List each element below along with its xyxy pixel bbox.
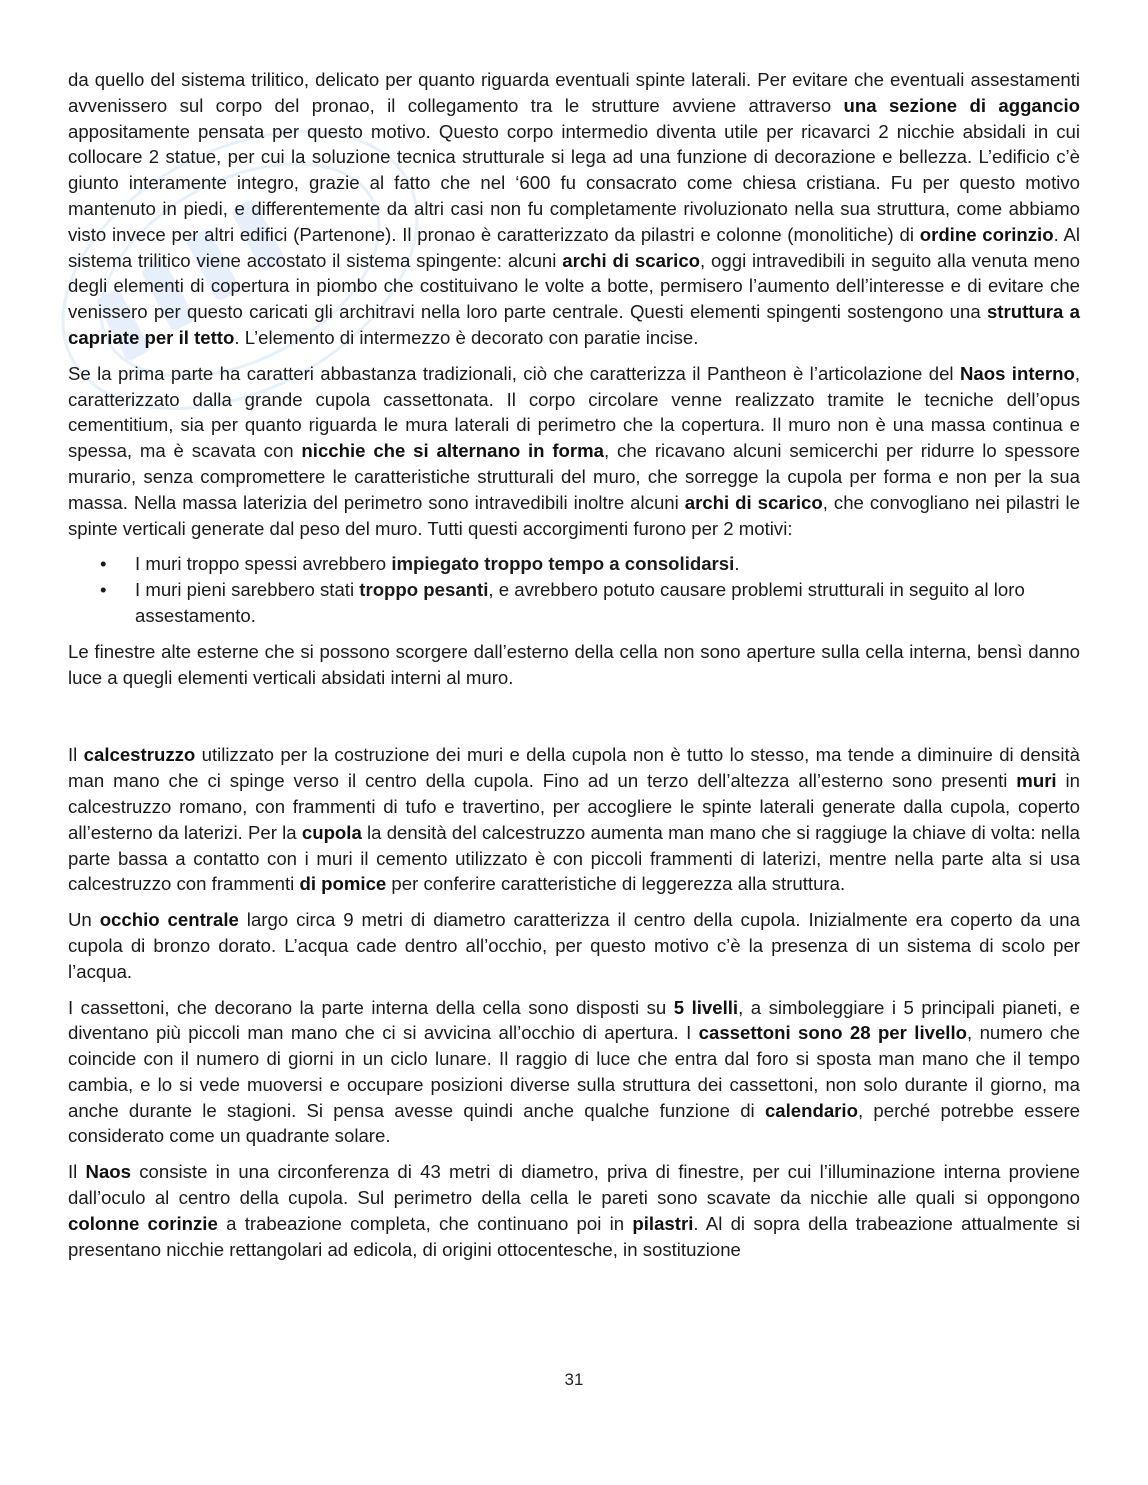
bold-text: ordine corinzio [919,223,1054,245]
text-run: I cassettoni, che decorano la parte interna della cella sono disposti su [68,996,674,1018]
paragraph-group-top [68,67,1080,541]
text-run: per conferire caratteristiche di leggerezza alla struttura. [386,873,846,895]
text-run: Il [68,744,84,766]
bold-text: di pomice [299,873,387,895]
bold-text: 5 livelli [673,996,739,1018]
text-run: consiste in una circonferenza di 43 metri di diametro, priva di finestre, per cui l’illuminazione interna proviene dall’oculo al centro della cupola. Sul perimetro della cella le pareti sono scavate da nicchie alle quali si oppongono [68,1161,1081,1209]
text-run: largo circa 9 metri di diametro caratterizza il centro della cupola. Inizialmente era coperto da una cupola di bronzo dorato. L’acqua cade dentro all’occhio, per questo motivo c’è la presenza di un sistema di scolo per l’acqua. [68,909,1080,982]
paragraph-group-bottom [68,742,1080,1262]
text-run: , caratterizzato dalla grande cupola cassettonata. Il corpo circolare venne realizzato tramite le tecniche dell’opus cementitium, sia per quanto riguarda le mura laterali di perimetro che la copertura. Il muro non è una massa continua e spessa, ma è scavata con [68,362,1080,462]
bold-text: troppo pesanti [359,579,489,601]
text-run: I muri pieni sarebbero stati [135,579,360,601]
text-run: Le finestre alte esterne che si possono scorgere dall’esterno della cella non sono aperture sulla cella interna, bensì danno luce a quegli elementi verticali absidati interni al muro. [68,640,1080,688]
text-run: appositamente pensata per questo motivo. Questo corpo intermedio diventa utile per ricavarci 2 nicchie absidali in cui collocare 2 statue, per cui la soluzione tecnica strutturale si lega ad una funzione di decorazione e bellezza. L’edificio c’è giunto interamente integro, grazie al fatto che nel ‘600 fu consacrato come chiesa cristiana. Fu per questo motivo mantenuto in piedi, e differentemente da altri casi non fu completamente rivoluzionato nella sua struttura, come abbiamo visto invece per altri edifici (Partenone). Il pronao è caratterizzato da pilastri e colonne (monolitiche) di [68,120,1080,245]
text-run: utilizzato per la costruzione dei muri e della cupola non è tutto lo stesso, ma tende a diminuire di densità man mano che ci spinge verso il centro della cupola. Fino ad un terzo dell’altezza all’esterno sono presenti [68,744,1080,792]
document-body [68,67,1080,1272]
text-run: la densità del calcestruzzo aumenta man mano che si raggiuge la chiave di volta: nella parte bassa a contatto con i muri il cemento utilizzato è con piccoli frammenti di laterizi, mentre nella parte alta si usa calcestruzzo con frammenti [68,821,1080,895]
text-run: , che ricavano alcuni semicerchi per ridurre lo spessore murario, senza compromettere le caratteristiche strutturali del muro, che sorregge la cupola per forma e non per la sua massa. Nella massa laterizia del perimetro sono intravedibili inoltre alcuni [68,440,1080,513]
text-run: . Al sistema trilitico viene accostato il sistema spingente: alcuni [68,223,1081,271]
text-run: Il [68,1161,86,1183]
text-run: in calcestruzzo romano, con frammenti di tufo e travertino, per accogliere le spinte laterali generate dalla cupola, coperto all’esterno da laterizi. Per la [68,770,1080,843]
bullet-dot-icon: • [100,579,107,601]
bullet-list [68,551,1080,628]
paragraph-p6 [68,995,1080,1150]
text-run: , che convogliano nei pilastri le spinte verticali generate dal peso del muro. Tutti questi accorgimenti furono per 2 motivi: [68,491,1081,539]
paragraph-p3 [68,639,1080,691]
text-run: . Al di sopra della trabeazione attualmente si presentano nicchie rettangolari ad edicola, di origini ottocentesche, in sostituzione [68,1212,1080,1260]
text-run: Un [68,909,100,931]
section-spacer [68,700,1080,742]
bold-text: occhio centrale [99,909,239,931]
bold-text: colonne corinzie [68,1212,218,1234]
text-run: , a simboleggiare i 5 principali pianeti, e diventano più piccoli man mano che ci si avvicina all’occhio di apertura. I [68,996,1080,1044]
text-run: a trabeazione completa, che continuano poi in [217,1212,633,1234]
bold-text: Naos [85,1161,131,1183]
bold-text: muri [1016,770,1057,792]
bullet-item [68,551,1080,577]
text-run: , e avrebbero potuto causare problemi strutturali in seguito al loro assestamento. [135,579,1025,626]
text-run: , oggi intravedibili in seguito alla venuta meno degli elementi di copertura in piombo che costituivano le volte a botte, permisero l’aumento dell’interesse e di evitare che venissero per questo caricati gli architravi nella loro parte centrale. Questi elementi spingenti sostengono una [68,249,1080,323]
paragraph-p1 [68,67,1080,351]
paragraph-p2 [68,361,1080,542]
bold-text: pilastri [632,1212,694,1234]
paragraph-p7 [68,1159,1080,1262]
bold-text: nicchie che si alternano in forma [301,440,605,462]
bold-text: cassettoni sono 28 per livello [698,1022,967,1044]
text-run: . [734,553,740,575]
bold-text: impiegato troppo tempo a consolidarsi [391,553,735,575]
text-run: Se la prima parte ha caratteri abbastanza tradizionali, ciò che caratterizza il Pantheon è l’articolazione del [68,362,960,384]
text-run: . L’elemento di intermezzo è decorato con paratie incise. [234,326,699,348]
bold-text: archi di scarico [562,249,701,271]
paragraph-p5 [68,907,1080,984]
bold-text: archi di scarico [684,491,823,513]
bold-text: struttura a capriate per il tetto [68,301,1080,348]
bullet-dot-icon: • [100,553,107,575]
text-run: , perché potrebbe essere considerato come un quadrante solare. [68,1099,1080,1147]
bold-text: una sezione di aggancio [843,94,1080,116]
text-run: da quello del sistema trilitico, delicato per quanto riguarda eventuali spinte laterali. Per evitare che eventuali assestamenti avvenissero sul corpo del pronao, il collegamento tra le strutture avviene attraverso [68,69,1080,116]
bold-text: cupola [301,821,362,843]
paragraph-p4 [68,742,1080,897]
paragraph-group-middle [68,639,1080,691]
bold-text: calendario [764,1099,858,1121]
text-run: I muri troppo spessi avrebbero [135,553,392,575]
bold-text: Naos interno [959,362,1075,384]
text-run: , numero che coincide con il numero di giorni in un ciclo lunare. Il raggio di luce che entra dal foro si sposta man mano che il tempo cambia, e lo si vede muoversi e occupare posizioni diverse sulla struttura dei cassettoni, non solo durante il giorno, ma anche durante le stagioni. Si pensa avesse quindi anche qualche funzione di [68,1022,1081,1121]
bold-text: calcestruzzo [83,744,196,766]
page-number: 31 [564,1370,584,1389]
bullet-item [68,577,1080,629]
